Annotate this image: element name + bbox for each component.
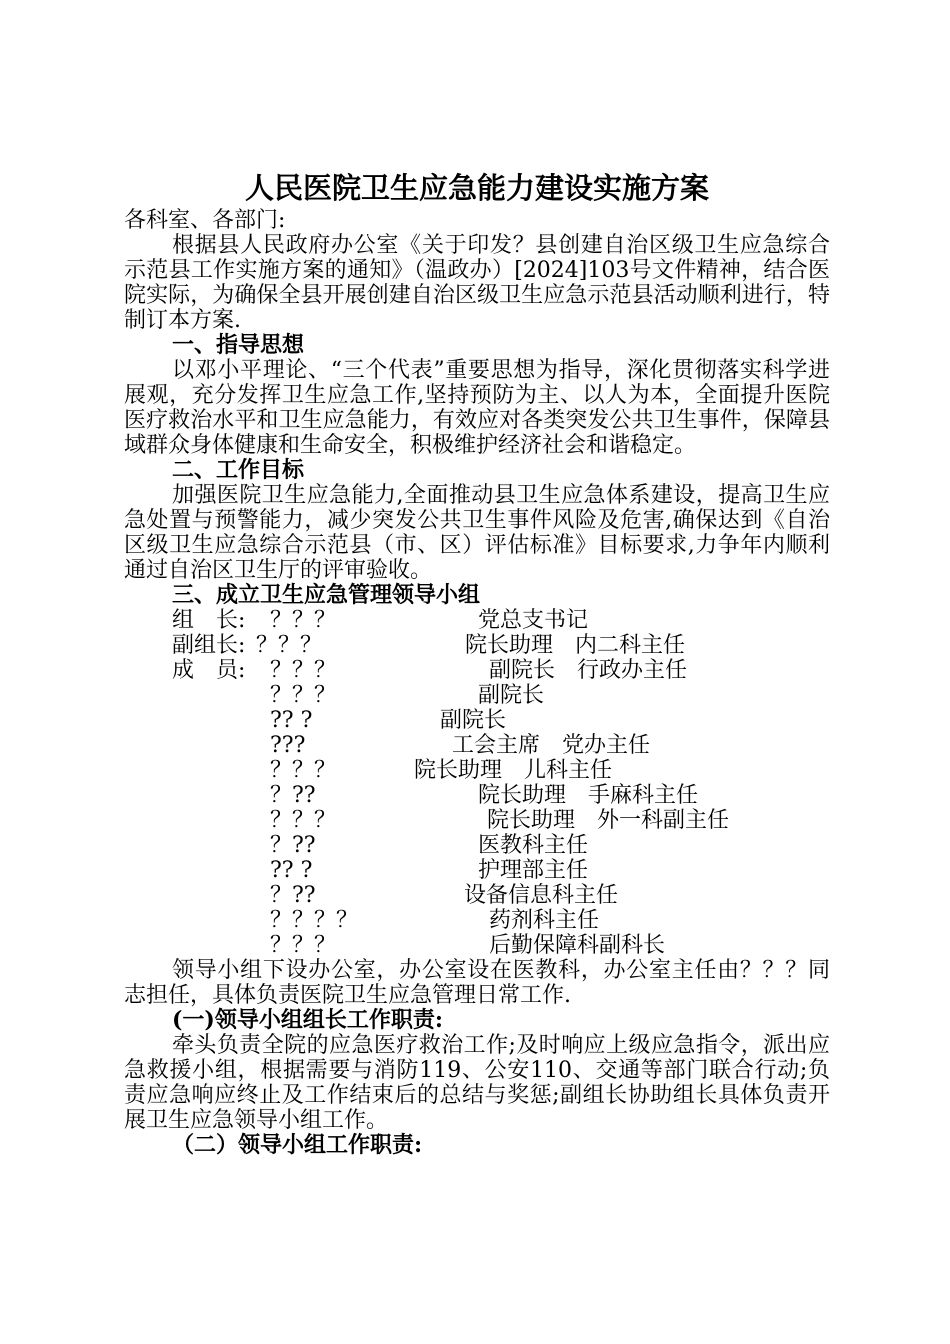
section-heading-guiding-ideology: 一、指导思想 (172, 332, 305, 358)
document-page (124, 168, 830, 1158)
member-row (124, 758, 830, 783)
section-heading-leading-group: 三、成立卫生应急管理领导小组 (172, 582, 481, 608)
member-name: ？？？ (270, 658, 337, 683)
member-row (124, 858, 830, 883)
member-position: 后勤保障科副科长 (489, 933, 666, 958)
member-name: ？？？ (256, 633, 323, 658)
leader-duties-paragraph: 牵头负责全院的应急医疗救治工作;及时响应上级应急指令，派出应急救援小组，根据需要与消防119、公安110、交通等部门联合行动;负责应急响应终止及工作结束后的总结与奖惩;副组长协助组长具体负责开展卫生应急领导小组工作。 (124, 1033, 830, 1133)
member-row (124, 783, 830, 808)
member-name: ？？？ (270, 608, 337, 633)
member-name: ？？？？ (270, 908, 359, 933)
member-name: ？？？ (270, 808, 337, 833)
member-row (124, 733, 830, 758)
member-position: 设备信息科主任 (464, 883, 619, 908)
member-role-label: 组 长: (172, 608, 246, 633)
member-name: ？？？ (270, 933, 337, 958)
member-position: 院长助理 外一科副主任 (487, 808, 730, 833)
member-position: 院长助理 手麻科主任 (478, 783, 699, 808)
member-position: 党总支书记 (478, 608, 589, 633)
member-position: 院长助理 儿科主任 (414, 758, 613, 783)
member-row (124, 808, 830, 833)
member-row (124, 608, 830, 633)
member-name: ??? (270, 733, 306, 758)
member-name: ？?? (270, 833, 316, 858)
member-position: 副院长 (440, 708, 507, 733)
office-paragraph: 领导小组下设办公室，办公室设在医教科，办公室主任由？？？同志担任，具体负责医院卫生应急管理日常工作. (124, 958, 830, 1008)
member-name: ?? ? (270, 858, 313, 883)
work-goals-paragraph: 加强医院卫生应急能力,全面推动县卫生应急体系建设，提高卫生应急处置与预警能力，减少突发公共卫生事件风险及危害,确保达到《自治区级卫生应急综合示范县（市、区）评估标准》目标要求,力争年内顺利通过自治区卫生厅的评审验收。 (124, 483, 830, 583)
member-position: 医教科主任 (478, 833, 589, 858)
member-role-label: 成 员: (172, 658, 246, 683)
member-row (124, 908, 830, 933)
member-position: 院长助理 内二科主任 (465, 633, 686, 658)
member-position: 药剂科主任 (489, 908, 600, 933)
member-row (124, 833, 830, 858)
member-row (124, 933, 830, 958)
subsection-heading-leader-duties: (一)领导小组组长工作职责: (172, 1007, 443, 1033)
document-title: 人民医院卫生应急能力建设实施方案 (244, 171, 709, 205)
subsection-heading-group-duties: （二）领导小组工作职责: (172, 1132, 423, 1158)
member-name: ?? ? (270, 708, 313, 733)
member-row (124, 883, 830, 908)
member-name: ？?? (270, 883, 316, 908)
member-position: 副院长 (478, 683, 545, 708)
member-position: 工会主席 党办主任 (452, 733, 651, 758)
member-row (124, 708, 830, 733)
member-name: ？？？ (270, 683, 337, 708)
member-list (124, 608, 830, 958)
member-row (124, 633, 830, 658)
section-heading-work-goals: 二、工作目标 (172, 457, 305, 483)
member-row (124, 658, 830, 683)
guiding-ideology-paragraph: 以邓小平理论、“三个代表”重要思想为指导，深化贯彻落实科学进展观，充分发挥卫生应急工作,坚持预防为主、以人为本，全面提升医院医疗救治水平和卫生应急能力，有效应对各类突发公共卫生事件，保障县域群众身体健康和生命安全，积极维护经济社会和谐稳定。 (124, 358, 830, 458)
member-position: 副院长 行政办主任 (489, 658, 688, 683)
member-row (124, 683, 830, 708)
member-position: 护理部主任 (478, 858, 589, 883)
member-name: ？?? (270, 783, 316, 808)
member-role-label: 副组长: (172, 633, 246, 658)
salutation: 各科室、各部门: (124, 208, 286, 233)
member-name: ？？？ (270, 758, 337, 783)
intro-paragraph: 根据县人民政府办公室《关于印发？县创建自治区级卫生应急综合示范县工作实施方案的通知》（温政办）[2024]103号文件精神，结合医院实际，为确保全县开展创建自治区级卫生应急示范县活动顺利进行，特制订本方案. (124, 233, 830, 333)
